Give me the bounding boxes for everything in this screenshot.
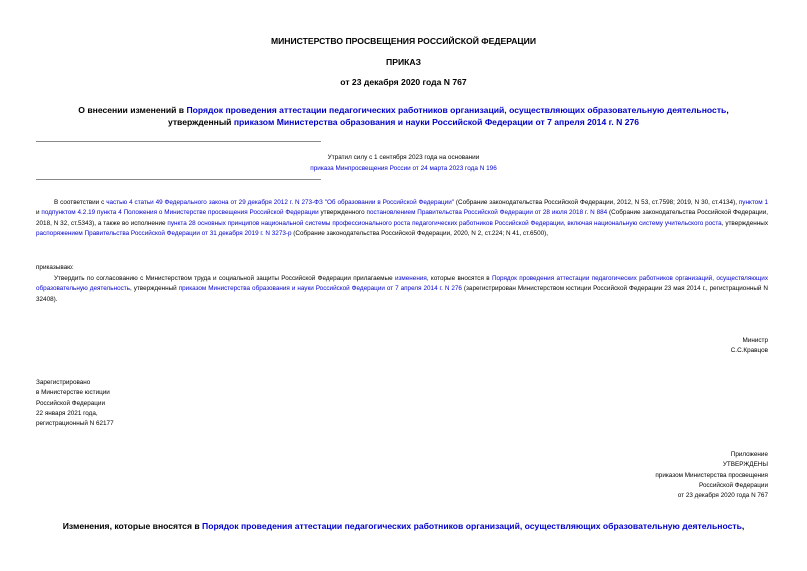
law-article-link[interactable]: частью 4 статьи 49 Федерального закона от 29 декабря 2012 г. N 273-ФЗ "Об образовании в Российской Федерации": [106, 199, 454, 206]
preamble-text-1: В соответствии с: [54, 199, 107, 206]
changes-link[interactable]: изменения: [394, 275, 427, 282]
order-paragraph: [36, 274, 768, 305]
appendix-block: [508, 450, 768, 501]
point-1-link[interactable]: пунктом 1: [738, 199, 768, 206]
changes-title-text-1: Изменения, которые вносятся в: [62, 521, 203, 531]
registration-line: Российской Федерации: [36, 399, 105, 407]
appendix-line: Российской Федерации: [699, 481, 768, 489]
registration-line: 22 января 2021 года,: [36, 409, 98, 417]
divider-bottom: [36, 179, 321, 180]
order-text-3: , утвержденный: [129, 285, 179, 293]
changes-title-text-2: ,: [741, 521, 745, 531]
preamble-text-7: (Собрание законодательства Российской Федерации, 2020, N 2, ст.224; N 41, ст.6500),: [291, 229, 548, 237]
appendix-line: от 23 декабря 2020 года N 767: [677, 492, 768, 500]
government-order-link[interactable]: распоряжением Правительства Российской Федерации от 31 декабря 2019 г. N 3273-р: [36, 229, 292, 237]
preamble-text-2: (Собрание законодательства Российской Федерации, 2012, N 53, ст.7598; 2019, N 30, ст.4134),: [454, 199, 739, 206]
subject-text-2: ,: [726, 105, 729, 115]
order-date-number: от 23 декабря 2020 года N 767: [340, 77, 467, 87]
changes-title: [20, 520, 787, 532]
regulation-subpoint-link[interactable]: подпунктом 4.2.19 пункта 4 Положения о Министерстве просвещения Российской Федерации: [41, 209, 319, 217]
signature-block: [568, 336, 768, 357]
subject-procedure-link[interactable]: Порядок проведения аттестации педагогических работников организаций, осуществляющих образовательную деятельность: [186, 105, 727, 115]
order-subject: [30, 104, 777, 128]
preamble-paragraph: [36, 198, 768, 239]
order-text-2: , которые вносятся в: [426, 275, 492, 282]
ministry-heading: МИНИСТЕРСТВО ПРОСВЕЩЕНИЯ РОССИЙСКОЙ ФЕДЕРАЦИИ: [270, 36, 537, 46]
status-line: Утратил силу с 1 сентября 2023 года на основании: [327, 154, 480, 161]
order-word: приказываю:: [36, 264, 74, 271]
registration-line: регистрационный N 62177: [36, 420, 114, 428]
appendix-line: приказом Министерства просвещения: [655, 471, 768, 479]
divider-top: [36, 141, 321, 142]
registration-line: в Министерстве юстиции: [36, 389, 110, 397]
preamble-text-3: и: [36, 209, 42, 217]
registration-line: Зарегистрировано: [36, 379, 91, 386]
preamble-text-6: , утвержденных: [721, 219, 768, 227]
subject-text-1: О внесении изменений в: [78, 105, 187, 115]
doc-type-heading: ПРИКАЗ: [386, 57, 421, 67]
order-ministry-link[interactable]: приказом Министерства образования и науки Российской Федерации от 7 апреля 2014 г. N 276: [178, 285, 462, 293]
preamble-text-5: (Собрание законодательства Российской Федерации, 2018, N 32, ст.5343), а также во исполнение: [36, 209, 768, 227]
status-note: [0, 153, 807, 174]
subject-order-link[interactable]: приказом Министерства образования и науки Российской Федерации от 7 апреля 2014 г. N 276: [233, 117, 640, 127]
changes-procedure-link[interactable]: Порядок проведения аттестации педагогических работников организаций, осуществляющих образовательную деятельность: [202, 521, 742, 531]
appendix-line: Приложение: [730, 451, 768, 458]
principles-point-link[interactable]: пункта 28 основных принципов национальной системы профессионального роста педагогических работников Российской Федерации, включая национальную систему учительского роста: [167, 219, 722, 227]
order-text-4: (зарегистрирован Министерством юстиции Российской Федерации 23 мая 2014 г., регистрационный N 32408).: [36, 285, 768, 303]
status-cancel-link[interactable]: приказа Минпросвещения России от 24 марта 2023 года N 196: [310, 164, 497, 172]
signature-name: С.С.Кравцов: [730, 347, 768, 355]
order-procedure-link[interactable]: Порядок проведения аттестации педагогических работников организаций, осуществляющих образовательную деятельность: [36, 275, 768, 293]
signature-title: Министр: [742, 337, 768, 344]
preamble-text-4: утвержденного: [318, 209, 367, 217]
subject-text-3: утвержденный: [167, 117, 234, 127]
government-decree-link[interactable]: постановлением Правительства Российской Федерации от 28 июля 2018 г. N 884: [366, 209, 608, 217]
order-text-1: Утвердить по согласованию с Министерством труда и социальной защиты Российской Федерации прилагаемые: [54, 275, 395, 282]
appendix-line: УТВЕРЖДЕНЫ: [722, 461, 768, 469]
registration-block: [36, 378, 236, 429]
